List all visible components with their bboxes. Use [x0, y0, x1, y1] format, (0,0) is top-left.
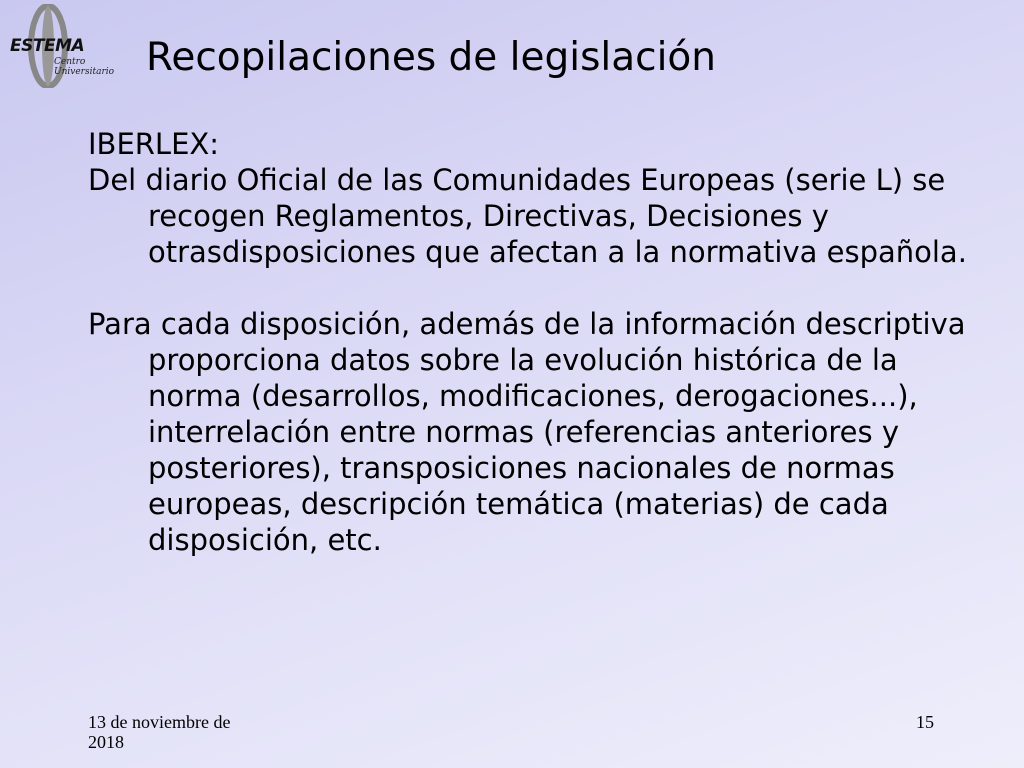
slide-title: Recopilaciones de legislación: [146, 35, 717, 80]
logo-subtitle: Centro Universitario: [54, 57, 115, 77]
paragraph-disposicion: Para cada disposición, además de la información descriptiva proporciona datos sobre la evolución histórica de la norma (desarrollos, modificaciones, derogaciones...), interrelación entre normas (referencias anteriores y posteriores), transposiciones nacionales de normas europeas, descripción temática (materias) de cada disposición, etc.: [88, 307, 966, 557]
paragraph-serie-l: Del diario Oficial de las Comunidades Europeas (serie L) se recogen Reglamentos, Directivas, Decisiones y otrasdisposiciones que afectan a la normativa española.: [88, 163, 967, 269]
slide-body: [88, 126, 988, 558]
logo-wordmark: ESTEMA: [10, 36, 85, 56]
paragraph-spacer: [88, 270, 988, 306]
estema-logo: [4, 4, 128, 88]
footer-date: 13 de noviembre de 2018: [88, 712, 231, 752]
section-heading: IBERLEX:: [88, 127, 220, 161]
page-number: 15: [916, 712, 934, 732]
